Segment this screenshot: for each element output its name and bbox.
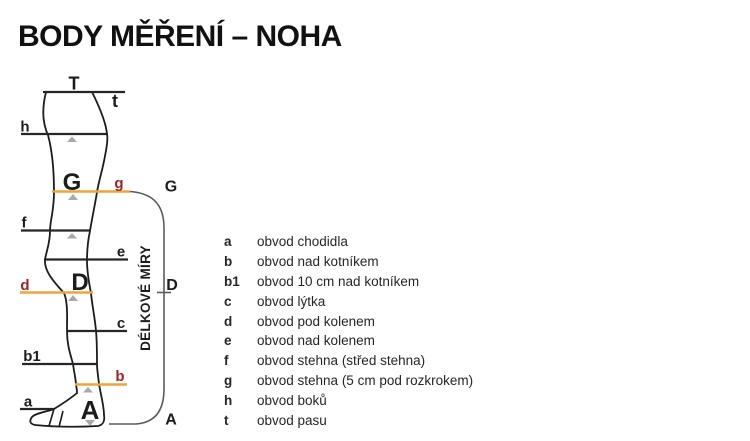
legend-key: c [224,293,232,309]
legend-label: obvod 10 cm nad kotníkem [257,273,420,289]
marker-arrow-above-ankle [83,387,93,393]
legend-key: e [224,333,232,349]
legend-row [224,314,473,334]
point-label-e: e [116,243,126,261]
length-measures-label: DÉLKOVÉ MÍRY [138,245,153,351]
legend-key: f [224,353,229,369]
legend-label: obvod chodidla [257,234,348,249]
legend-key: b1 [224,273,240,289]
legend-row [224,274,473,294]
point-label-D-large: D [71,269,89,296]
legend-label: obvod stehna (střed stehna) [257,353,426,369]
point-label-c: c [116,315,126,332]
legend-row [224,294,473,314]
legend-label: obvod lýtka [257,293,326,309]
bracket-label-A: A [165,411,177,429]
legend-row [224,333,473,353]
marker-arrow-hip [67,137,77,143]
measurement-legend [224,234,473,433]
point-label-t: t [112,91,118,111]
legend-label: obvod stehna (5 cm pod rozkrokem) [257,373,474,389]
legend-key: g [224,373,233,389]
leg-measurement-diagram [0,60,210,441]
legend-label: obvod nad kotníkem [257,253,379,269]
legend-row [224,393,473,413]
legend-key: a [224,234,232,249]
legend-row [224,234,473,254]
legend-row [224,353,473,373]
point-label-b: b [115,368,125,385]
legend-label: obvod pod kolenem [257,313,375,329]
toe-band-seam-right [59,411,63,427]
point-label-T: T [68,73,80,94]
length-measures-bracket [109,192,164,425]
point-label-a: a [23,393,33,411]
legend-label: obvod boků [257,393,327,409]
point-label-b1: b1 [23,348,41,365]
legend-row [224,254,473,274]
marker-arrow-mid-thigh [67,233,77,239]
page-title: BODY MĚŘENÍ – NOHA [18,20,342,53]
legend-label: obvod pasu [257,413,327,429]
legend-key: t [224,413,229,429]
point-label-d: d [20,277,30,294]
bracket-label-G: G [164,178,178,196]
point-label-h: h [20,118,30,136]
legend-key: d [224,313,233,329]
bracket-label-D: D [166,277,178,294]
point-label-G-large: G [62,169,82,196]
legend-row [224,373,473,393]
toe-band-seam-left [49,409,54,426]
legend-key: b [224,253,233,269]
point-label-g: g [114,175,124,192]
legend-key: h [224,393,233,409]
legend-row [224,413,473,433]
legend-label: obvod nad kolenem [257,333,375,349]
point-label-f: f [21,214,27,232]
point-label-A-large: A [80,395,100,425]
